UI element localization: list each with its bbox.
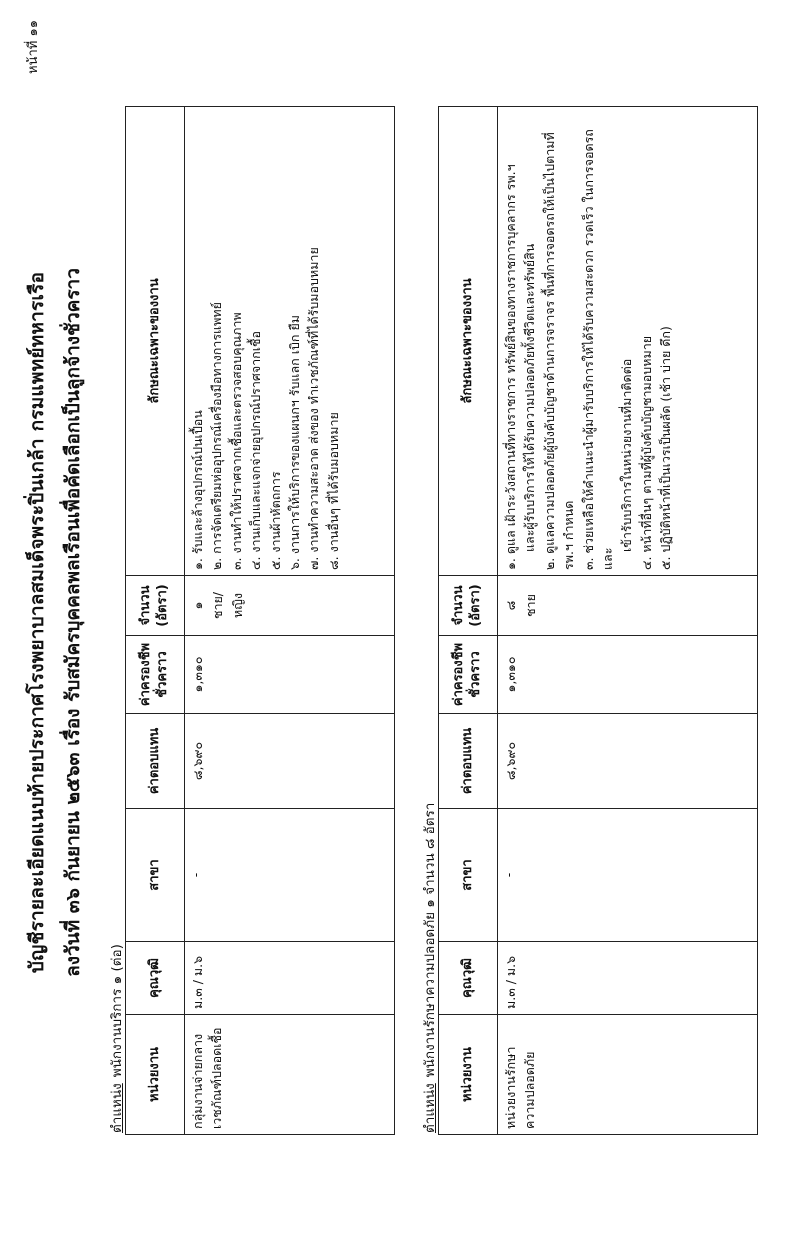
- section2-table: [438, 106, 758, 1135]
- header-living-allowance: ค่าครองชีพชั่วคราว: [126, 636, 185, 714]
- duty-list: [501, 112, 675, 570]
- cell-compensation: ๘,๖๙๐: [185, 714, 395, 809]
- header-major: สาขา: [439, 809, 498, 942]
- section1-position-title: พนักงานบริการ ๑ (ต่อ): [109, 944, 125, 1078]
- section2-header-row: [439, 107, 498, 1135]
- header-compensation: ค่าตอบแทน: [126, 714, 185, 809]
- cell-count: [185, 576, 395, 636]
- header-unit: หน่วยงาน: [439, 1015, 498, 1135]
- header-duties: ลักษณะเฉพาะของงาน: [126, 107, 185, 576]
- list-item: ๔. หน้าที่อื่นๆ ตามที่ผู้บังคับบัญชามอบหมาย: [638, 335, 654, 570]
- list-item: ๑. รับและล้างอุปกรณ์ปนเปื้อน: [190, 410, 205, 570]
- gender-value: ชาย/หญิง: [210, 591, 245, 620]
- cell-compensation: ๘,๖๙๐: [498, 714, 758, 809]
- cell-unit: หน่วยงานรักษาความปลอดภัย: [498, 1015, 758, 1135]
- count-value: ๘: [503, 600, 518, 611]
- list-item: ๘. งานอื่นๆ ที่ได้รับมอบหมาย: [325, 412, 341, 570]
- header-compensation: ค่าตอบแทน: [439, 714, 498, 809]
- section1-position-label: ตำแหน่ง: [109, 1083, 125, 1133]
- cell-unit: กลุ่มงานจ่ายกลางเวชภัณฑ์ปลอดเชื้อ: [185, 1015, 395, 1135]
- cell-major: -: [185, 809, 395, 942]
- document-subtitle: ลงวันที่ ๓๖ กันยายน ๒๕๖๓ เรื่อง รับสมัครบุคคลพลเรือนเพื่อคัดเลือกเป็นลูกจ้างชั่วคราว: [62, 268, 84, 977]
- section1-position-line: [105, 944, 127, 1133]
- header-qualification: คุณวุฒิ: [439, 942, 498, 1015]
- list-item: ๗. งานทำความสะอาด ส่งของ ทำเวชภัณฑ์ที่ได้รับมอบหมาย: [306, 247, 322, 570]
- section2-position-label: ตำแหน่ง: [422, 1083, 438, 1133]
- section2-position-title: พนักงานรักษาความปลอดภัย ๑ จำนวน ๘ อัตรา: [422, 802, 438, 1078]
- cell-count: [498, 576, 758, 636]
- page-number: หน้าที่ ๑๑: [26, 20, 41, 74]
- header-count: จำนวน (อัตรา): [439, 576, 498, 636]
- duty-list: [188, 112, 343, 570]
- list-item: ๓. ช่วยเหลือให้คำแนะนำผู้มารับบริการให้ได้รับความสะดวก รวดเร็ว ในการจอดรถและ: [580, 129, 615, 570]
- header-major: สาขา: [126, 809, 185, 942]
- count-value: ๑: [190, 601, 205, 610]
- cell-living-allowance: ๑,๓๑๐: [498, 636, 758, 714]
- header-count: จำนวน (อัตรา): [126, 576, 185, 636]
- document-title: บัญชีรายละเอียดแนบท้ายประกาศโรงพยาบาลสมเด็จพระปิ่นเกล้า กรมแพทย์ทหารเรือ: [26, 271, 48, 974]
- section1-header-row: [126, 107, 185, 1135]
- cell-qualification: ม.๓ / ม.๖: [185, 942, 395, 1015]
- section2-position-line: [418, 803, 440, 1133]
- header-qualification: คุณวุฒิ: [126, 942, 185, 1015]
- list-item: ๔. งานเก็บและแจกจ่ายอุปกรณ์ปราศจากเชื้อ: [248, 331, 264, 570]
- cell-qualification: ม.๓ / ม.๖: [498, 942, 758, 1015]
- list-item: ๓. งานทำให้ปราศจากเชื้อและตรวจสอบคุณภาพ: [228, 312, 244, 570]
- table-row: [185, 107, 395, 1135]
- list-item: ๖. งานการให้บริการของแผนกฯ รับแลก เบิก ยืม: [286, 314, 302, 570]
- cell-major: -: [498, 809, 758, 942]
- cell-duties: [185, 107, 395, 576]
- list-item: ๒. การจัดเตรียมห่ออุปกรณ์เครื่องมือทางการแพทย์: [209, 302, 225, 570]
- list-item: ๑. ดูแล เฝ้าระวังสถานที่ทางราชการ ทรัพย์สินของทางราชการบุคลากร รพ.ฯ: [503, 164, 518, 570]
- header-duties: ลักษณะเฉพาะของงาน: [439, 107, 498, 576]
- list-item: ๕. งานผ้าหัตถการ: [267, 471, 283, 570]
- cell-duties: [498, 107, 758, 576]
- list-item: และผู้รับบริการให้ได้รับความปลอดภัยทั้งชีวิตและทรัพย์สิน: [522, 243, 538, 552]
- list-item: เข้ารับบริการในหน่วยงานที่มาติดต่อ: [619, 358, 635, 552]
- cell-living-allowance: ๑,๓๑๐: [185, 636, 395, 714]
- table-row: [498, 107, 758, 1135]
- header-unit: หน่วยงาน: [126, 1015, 185, 1135]
- gender-value: ชาย: [523, 594, 538, 617]
- header-living-allowance: ค่าครองชีพชั่วคราว: [439, 636, 498, 714]
- list-item: ๒. ดูแลความปลอดภัยผู้บังคับบัญชาด้านการจราจร พื้นที่การจอดรถให้เป็นไปตามที่ รพ.ฯ กำหนด: [541, 132, 577, 570]
- list-item: ๕. ปฏิบัติหน้าที่เป็นเวรเป็นผลัด (เช้า บ่าย ดึก): [658, 326, 673, 570]
- section1-table: [125, 106, 395, 1135]
